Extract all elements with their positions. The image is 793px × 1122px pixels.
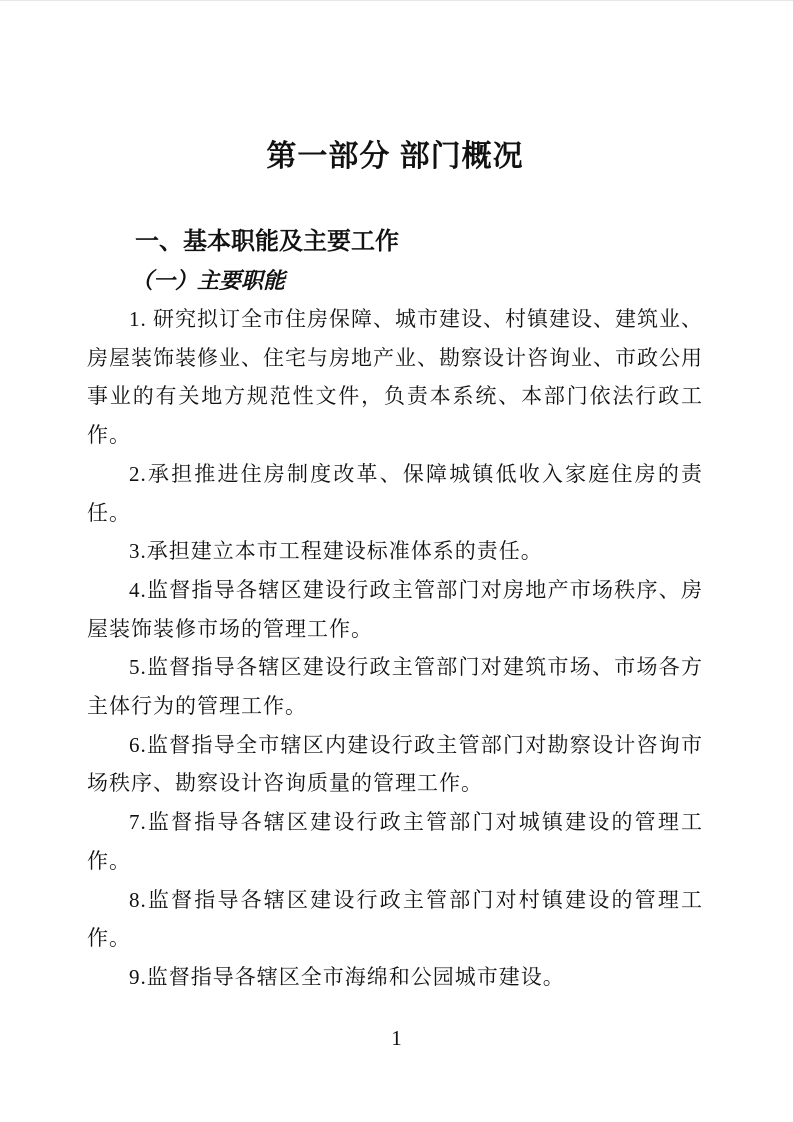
paragraph-8: 8.监督指导各辖区建设行政主管部门对村镇建设的管理工作。: [87, 887, 703, 951]
paragraph-5: 5.监督指导各辖区建设行政主管部门对建筑市场、市场各方主体行为的管理工作。: [87, 655, 703, 719]
page-number: 1: [391, 1026, 402, 1050]
document-title: 第一部分 部门概况: [266, 140, 524, 173]
paragraph-9: 9.监督指导各辖区全市海绵和公园城市建设。: [129, 964, 565, 989]
section-heading: 一、基本职能及主要工作: [135, 228, 399, 255]
paragraph-1: 1. 研究拟订全市住房保障、城市建设、村镇建设、建筑业、房屋装饰装修业、住宅与房地产业、勘察设计咨询业、市政公用事业的有关地方规范性文件，负责本系统、本部门依法行政工作。: [87, 307, 703, 448]
paragraph-6: 6.监督指导全市辖区内建设行政主管部门对勘察设计咨询市场秩序、勘察设计咨询质量的管理工作。: [87, 732, 703, 796]
document-content: [87, 133, 703, 997]
paragraph-4: 4.监督指导各辖区建设行政主管部门对房地产市场秩序、房屋装饰装修市场的管理工作。: [87, 577, 703, 641]
paragraph-3: 3.承担建立本市工程建设标准体系的责任。: [129, 539, 543, 564]
subsection-heading: （一）主要职能: [131, 268, 286, 293]
paragraph-7: 7.监督指导各辖区建设行政主管部门对城镇建设的管理工作。: [87, 810, 703, 873]
paragraph-2: 2.承担推进住房制度改革、保障城镇低收入家庭住房的责任。: [87, 461, 703, 525]
